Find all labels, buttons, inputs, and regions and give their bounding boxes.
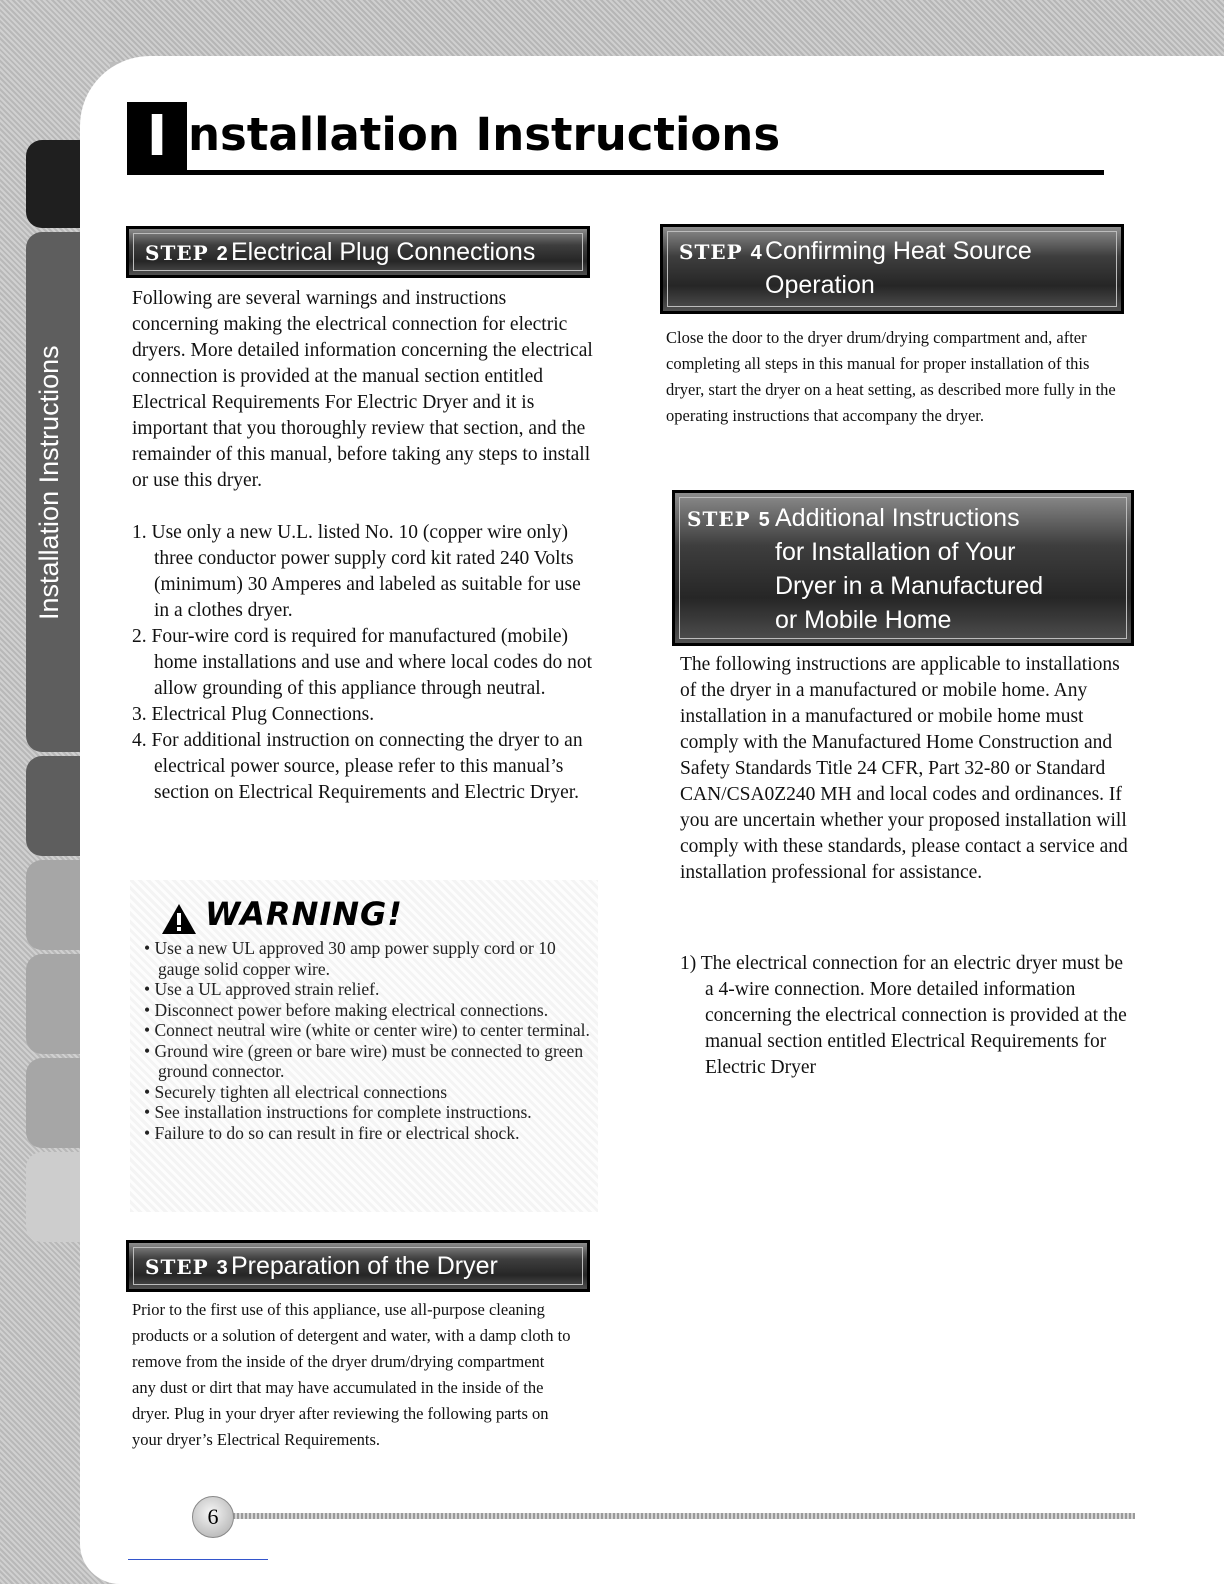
bottom-link-underline — [128, 1559, 268, 1560]
step5-title-line2: for Installation of Your — [775, 538, 1016, 566]
step4-tag-text: STEP — [679, 240, 743, 264]
step5-intro: The following instructions are applicable to installations of the dryer in a manufactured or mobile home. Any installation in a manufactured or mobile home must comply with the Manufactured Home Construction and Safety Standards Title 24 CFR, Part 32-80 or Standard CAN/CSA0Z240 MH and local codes and ordinances. If you are uncertain whether your proposed installation will comply with these standards, please contact a service and installation professional for assistance. — [680, 654, 1128, 883]
list-item: • Connect neutral wire (white or center wire) to center terminal. — [144, 1020, 590, 1040]
step4-number: 4 — [750, 242, 763, 264]
step5-header — [672, 490, 1134, 646]
warning-triangle-icon — [160, 902, 198, 936]
step2-intro: Following are several warnings and instructions concerning making the electrical connection for electric dryers. More detailed information concerning the electrical connection is provided at the manual section entitled Electrical Requirements For Electric Dryer and it is important that you thoroughly review that section, and the remainder of this manual, before taking any steps to install or use this dryer. — [132, 288, 593, 491]
step5-tag — [687, 507, 771, 532]
step3-number: 3 — [216, 1257, 229, 1279]
step5-title-line4: or Mobile Home — [775, 606, 952, 634]
list-item: • Failure to do so can result in fire or electrical shock. — [144, 1122, 520, 1143]
side-tab-label: Installation Instructions — [34, 345, 64, 620]
warning-list — [144, 938, 594, 1143]
side-tab-7 — [26, 1152, 80, 1242]
list-item: • Use a new UL approved 30 amp power supply cord or 10 gauge solid copper wire. — [144, 938, 556, 979]
list-item: 2. Four-wire cord is required for manufactured (mobile) home installations and use and where local codes do not allow grounding of this appliance through neutral. — [132, 626, 593, 699]
step4-title-line1: Confirming Heat Source — [765, 237, 1032, 265]
list-item: • Use a UL approved strain relief. — [144, 979, 380, 999]
side-tab-4 — [26, 860, 80, 950]
step2-tag-text: STEP — [145, 241, 209, 265]
warning-title: WARNING! — [205, 895, 403, 933]
step2-number: 2 — [216, 243, 229, 265]
title-rule — [127, 170, 1104, 175]
warning-box — [130, 880, 598, 1212]
list-item: • Disconnect power before making electrical connections. — [144, 999, 549, 1020]
step2-list — [132, 520, 594, 806]
list-item: 3. Electrical Plug Connections. — [132, 704, 375, 725]
list-item: • Securely tighten all electrical connections — [144, 1081, 448, 1102]
step3-text: Prior to the first use of this appliance, use all-purpose cleaning products or a solution of detergent and water, with a damp cloth to remove from the inside of the dryer drum/drying compartment any dust or dirt that may have accumulated in the inside of the dryer. Plug in your dryer after reviewing the following parts on your dryer’s Electrical Requirements. — [132, 1300, 571, 1449]
step5-title-line3: Dryer in a Manufactured — [775, 572, 1044, 600]
step4-header — [660, 224, 1124, 314]
step5-tag-text: STEP — [687, 507, 751, 531]
side-tab-dark — [26, 140, 80, 228]
side-tab-5 — [26, 954, 80, 1054]
step3-header — [126, 1240, 590, 1292]
page-number: 6 — [192, 1496, 234, 1538]
step5-item1: 1) The electrical connection for an electric dryer must be a 4-wire connection. More detailed information concerning the electrical connection is provided at the manual section entitled Electrical Requirements for Electric Dryer — [680, 953, 1127, 1078]
list-item: 4. For additional instruction on connecting the dryer to an electrical power source, please refer to this manual’s section on Electrical Requirements and Electric Dryer. — [132, 730, 583, 803]
title-initial: I — [127, 102, 187, 172]
step2-title: Electrical Plug Connections — [231, 238, 536, 266]
side-tab-6 — [26, 1058, 80, 1148]
list-item: • See installation instructions for complete instructions. — [144, 1102, 532, 1122]
step2-header — [126, 226, 590, 278]
step4-tag — [679, 240, 763, 265]
step2-tag — [145, 241, 229, 266]
step3-title: Preparation of the Dryer — [231, 1252, 498, 1280]
step3-tag-text: STEP — [145, 1255, 209, 1279]
step5-number: 5 — [758, 509, 771, 531]
page-title: nstallation Instructions — [188, 108, 781, 161]
top-border-band — [0, 0, 1224, 62]
step4-text: Close the door to the dryer drum/drying compartment and, after completing all steps in this manual for proper installation of this dryer, start the dryer on a heat setting, as described more fully in the operating instructions that accompany the dryer. — [666, 328, 1116, 425]
step3-tag — [145, 1255, 229, 1280]
step5-title-line1: Additional Instructions — [775, 504, 1020, 532]
step4-title-line2: Operation — [765, 271, 875, 299]
list-item: 1. Use only a new U.L. listed No. 10 (copper wire only) three conductor power supply cord kit rated 240 Volts (minimum) 30 Amperes and labeled as suitable for use in a clothes dryer. — [132, 522, 581, 621]
side-tab-3 — [26, 756, 80, 856]
footer-rule — [205, 1513, 1135, 1519]
list-item: • Ground wire (green or bare wire) must be connected to green ground connector. — [144, 1040, 584, 1081]
